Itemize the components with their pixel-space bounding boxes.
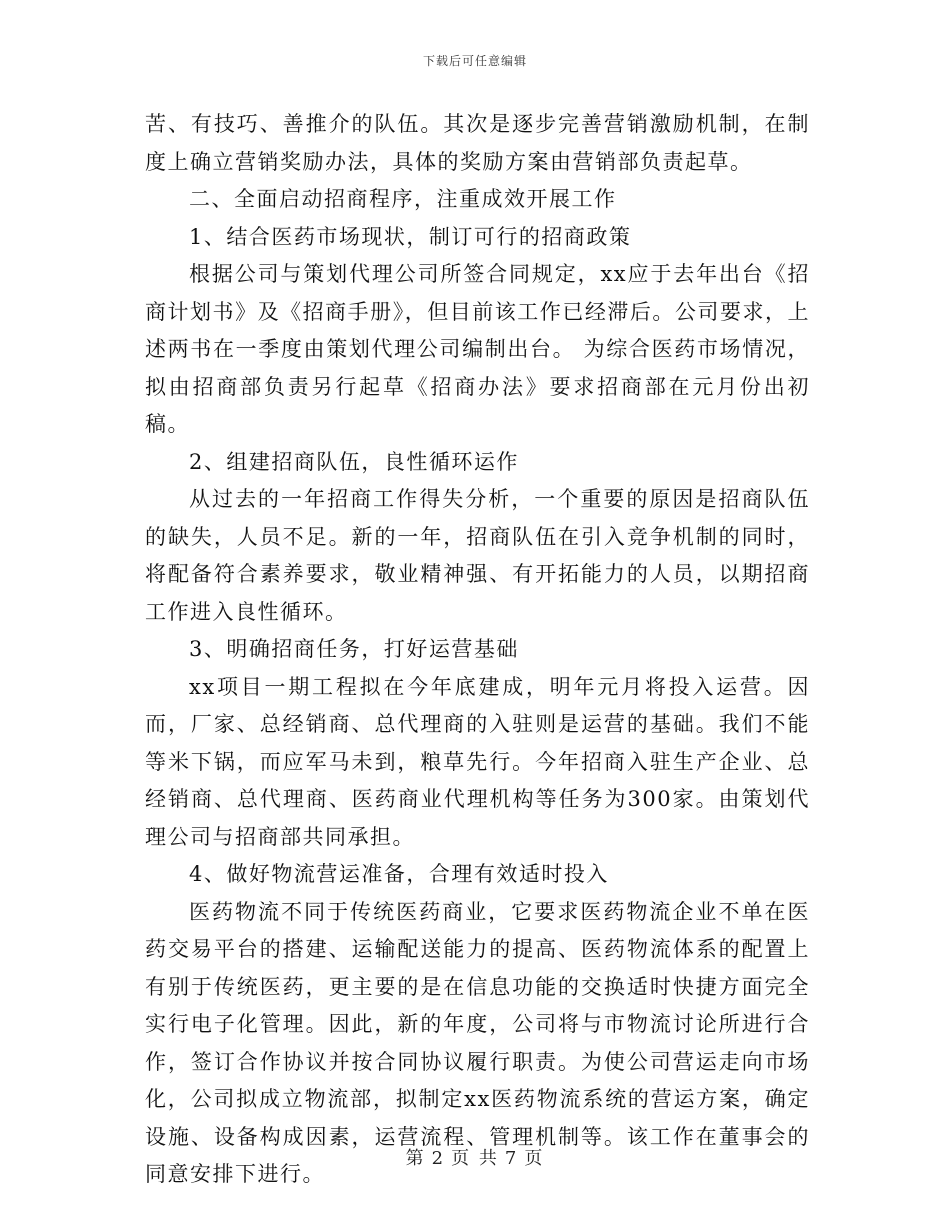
page-header: 下载后可任意编辑 (422, 54, 527, 68)
document-body (145, 106, 810, 1194)
total-page-number: 7 (504, 1148, 519, 1169)
subheading-3: 3、明确招商任务，打好运营基础 (189, 637, 519, 661)
paragraph-policy: 根据公司与策划代理公司所签合同规定，xx应于去年出台《招商计划书》及《招商手册》，但目前该工作已经滞后。公司要求，上述两书在一季度由策划代理公司编制出台。 为综合医药市场情况，拟由招商部负责另行起草《招商办法》要求招商部在元月份出初稿。 (145, 262, 810, 436)
paragraph-logistics: 医药物流不同于传统医药商业，它要求医药物流企业不单在医药交易平台的搭建、运输配送能力的提高、医药物流体系的配置上有别于传统医药，更主要的是在信息功能的交换适时快捷方面完全实行电子化管理。因此，新的年度，公司将与市物流讨论所进行合作，签订合作协议并按合同协议履行职责。为使公司营运走向市场化，公司拟成立物流部，拟制定xx医药物流系统的营运方案，确定设施、设备构成因素，运营流程、管理机制等。该工作在董事会的同意安排下进行。 (145, 899, 810, 1186)
section-heading-2: 二、全面启动招商程序，注重成效开展工作 (189, 187, 617, 211)
current-page-number: 2 (431, 1148, 446, 1169)
footer-prefix: 第 (405, 1148, 426, 1169)
subheading-4: 4、做好物流营运准备，合理有效适时投入 (189, 862, 609, 886)
paragraph-team: 从过去的一年招商工作得失分析，一个重要的原因是招商队伍的缺失，人员不足。新的一年，招商队伍在引入竞争机制的同时，将配备符合素养要求，敬业精神强、有开拓能力的人员，以期招商工作进入良性循环。 (145, 487, 810, 624)
subheading-2: 2、组建招商队伍，良性循环运作 (189, 449, 519, 474)
paragraph-1: 苦、有技巧、善推介的队伍。其次是逐步完善营销激励机制，在制度上确立营销奖励办法，具体的奖励方案由营销部负责起草。 (145, 112, 810, 174)
page-footer (0, 1144, 950, 1170)
footer-suffix: 页 (524, 1148, 545, 1169)
footer-middle: 页 共 (451, 1148, 499, 1169)
paragraph-task: xx项目一期工程拟在今年底建成，明年元月将投入运营。因而，厂家、总经销商、总代理商的入驻则是运营的基础。我们不能等米下锅，而应军马未到，粮草先行。今年招商入驻生产企业、总经销商、总代理商、医药商业代理机构等任务为300家。由策划代理公司与招商部共同承担。 (145, 674, 810, 849)
subheading-1: 1、结合医药市场现状，制订可行的招商政策 (189, 224, 632, 249)
